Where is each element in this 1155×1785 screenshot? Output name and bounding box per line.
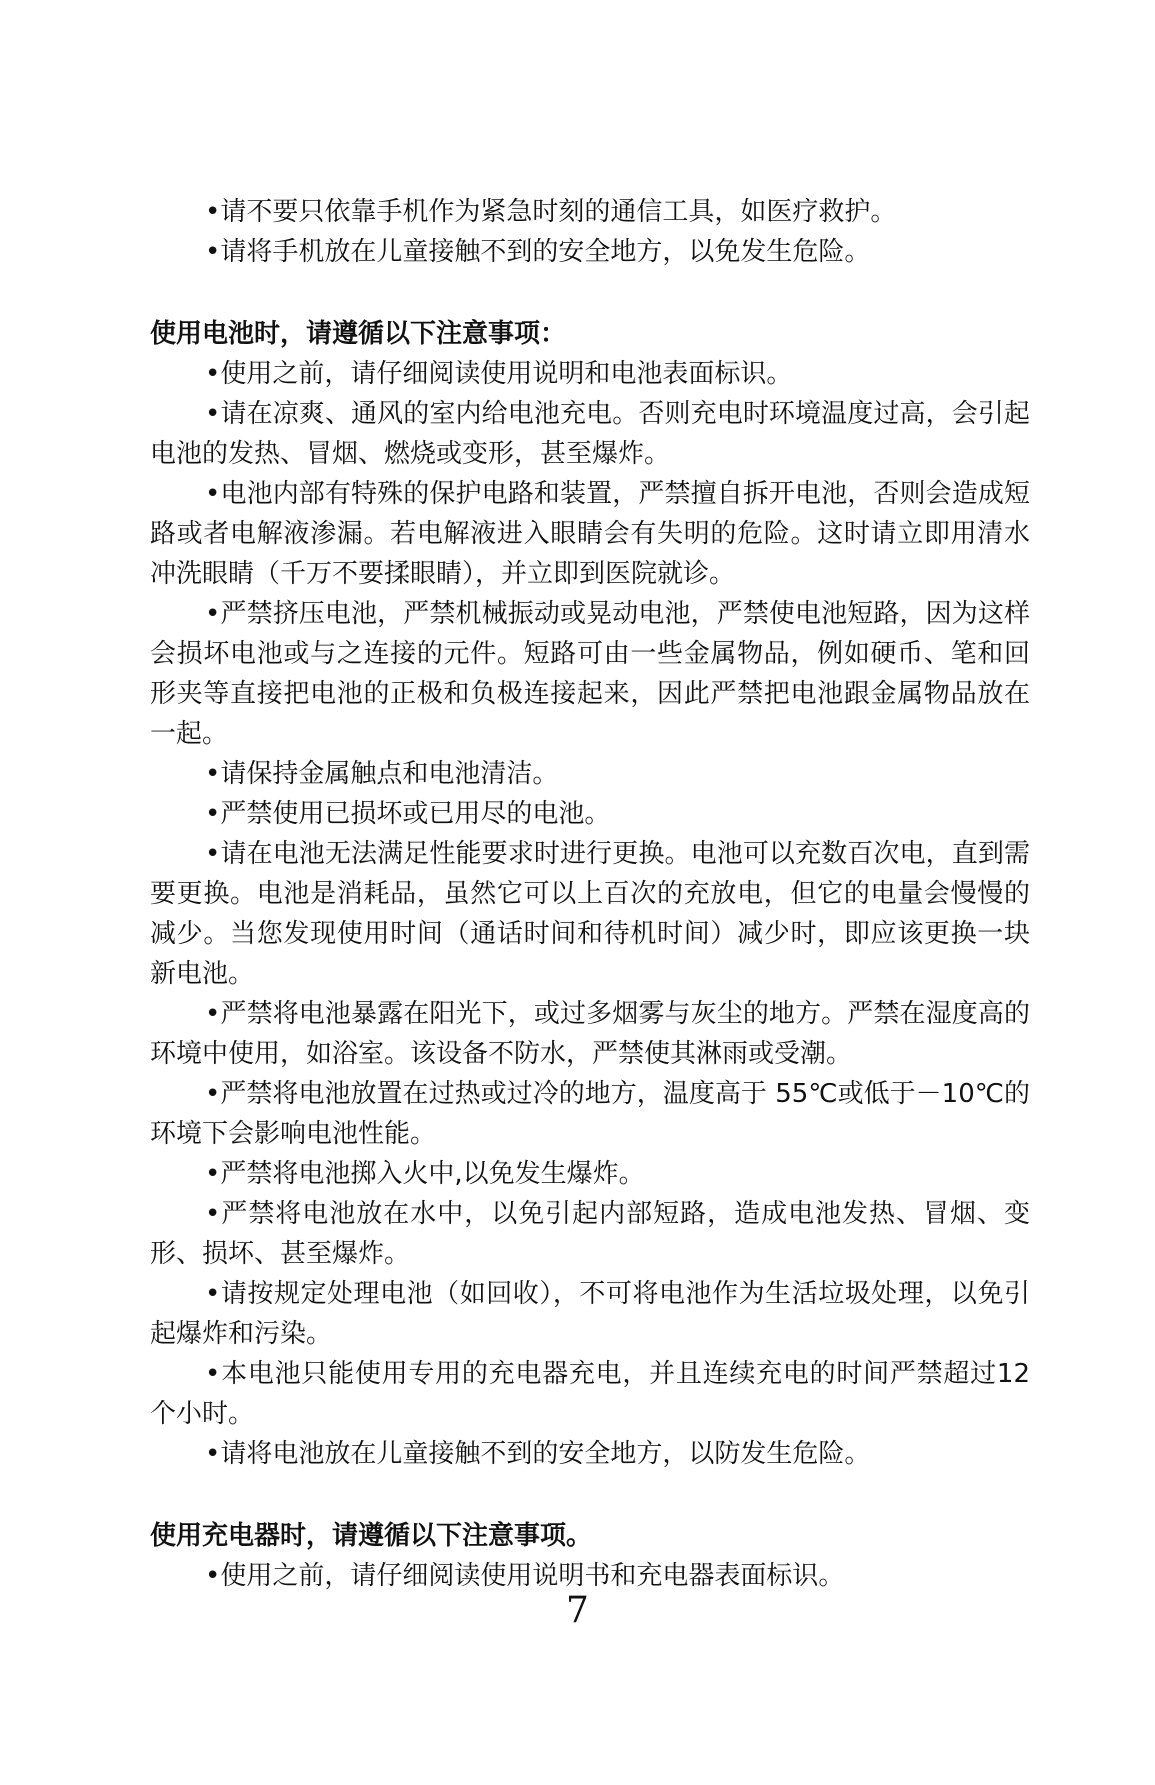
battery-item: •请保持金属触点和电池清洁。 [205,759,559,789]
battery-item: •严禁将电池放在水中，以免引起内部短路，造成电池发热、冒烟、变形、损坏、甚至爆炸。 [150,1199,1030,1269]
battery-item: •严禁使用已损坏或已用尽的电池。 [205,799,611,829]
charger-section-heading: 使用充电器时，请遵循以下注意事项。 [150,1521,593,1551]
intro-item: •请不要只依靠手机作为紧急时刻的通信工具，如医疗救护。 [205,197,897,227]
battery-item: •严禁挤压电池，严禁机械振动或晃动电池，严禁使电池短路，因为这样会损坏电池或与之连接的元件。短路可由一些金属物品，例如硬币、笔和回形夹等直接把电池的正极和负极连接起来，因此严禁把电池跟金属物品放在一起。 [150,599,1030,749]
page-number: 7 [566,1590,589,1631]
battery-item: •请将电池放在儿童接触不到的安全地方，以防发生危险。 [205,1439,871,1469]
section-gap [150,1474,1030,1516]
battery-item: •严禁将电池掷入火中,以免发生爆炸。 [205,1159,645,1189]
battery-section-heading: 使用电池时，请遵循以下注意事项： [150,319,567,349]
battery-item: •本电池只能使用专用的充电器充电，并且连续充电的时间严禁超过12 个小时。 [150,1359,1030,1429]
battery-item: •请按规定处理电池（如回收），不可将电池作为生活垃圾处理，以免引起爆炸和污染。 [150,1279,1030,1349]
battery-item: •使用之前，请仔细阅读使用说明和电池表面标识。 [205,359,793,389]
battery-item: •电池内部有特殊的保护电路和装置，严禁擅自拆开电池，否则会造成短路或者电解液渗漏。若电解液进入眼睛会有失明的危险。这时请立即用清水冲洗眼睛（千万不要揉眼睛），并立即到医院就诊。 [150,479,1030,589]
battery-item: •严禁将电池暴露在阳光下，或过多烟雾与灰尘的地方。严禁在湿度高的环境中使用，如浴室。该设备不防水，严禁使其淋雨或受潮。 [150,999,1030,1069]
charger-item: •使用之前，请仔细阅读使用说明书和充电器表面标识。 [205,1561,845,1591]
page-content [150,192,1030,1596]
battery-item: •请在凉爽、通风的室内给电池充电。否则充电时环境温度过高，会引起电池的发热、冒烟、燃烧或变形，甚至爆炸。 [150,399,1030,469]
section-gap [150,272,1030,314]
intro-item: •请将手机放在儿童接触不到的安全地方，以免发生危险。 [205,237,871,267]
battery-item: •严禁将电池放置在过热或过冷的地方，温度高于 55℃或低于－10℃的环境下会影响电池性能。 [150,1079,1030,1149]
battery-item: •请在电池无法满足性能要求时进行更换。电池可以充数百次电，直到需要更换。电池是消耗品，虽然它可以上百次的充放电，但它的电量会慢慢的减少。当您发现使用时间（通话时间和待机时间）减少时，即应该更换一块新电池。 [150,839,1030,989]
